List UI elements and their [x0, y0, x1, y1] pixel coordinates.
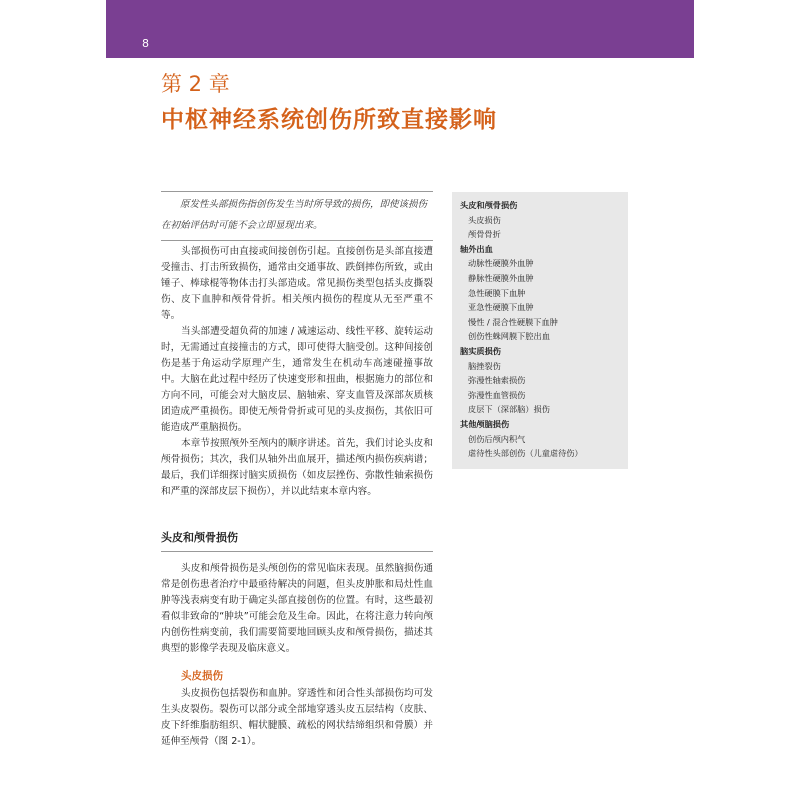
- section-paragraph: 头皮和颅骨损伤是头颅创伤的常见临床表现。虽然脑损伤通常是创伤患者治疗中最亟待解决的问题，但头皮肿胀和局灶性血肿等浅表病变有助于确定头部直接创伤的位置。有时，这些最初看似非致命的“肿块”可能会危及生命。因此，在将注意力转向颅内创伤性病变前，我们需要简要地回顾头皮和颅骨损伤，描述其典型的影像学表现及临床意义。: [161, 563, 433, 654]
- abstract-text: 原发性头部损伤指创伤发生当时所导致的损伤，即使该损伤在初始评估时可能不会立即显现出来。: [161, 199, 428, 231]
- outline-item: 弥漫性轴索损伤: [468, 375, 526, 386]
- subsection-heading: 头皮损伤: [181, 670, 223, 682]
- outline-item: 脑挫裂伤: [468, 360, 501, 371]
- outline-group: 脑实质损伤: [460, 345, 501, 356]
- outline-item: 弥漫性血管损伤: [468, 389, 526, 400]
- page-number: 8: [142, 37, 149, 50]
- outline-list: [452, 192, 628, 461]
- intro-paragraph: 头部损伤可由直接或间接创伤引起。直接创伤是头部直接遭受撞击、打击所致损伤，通常由交通事故、跌倒摔伤所致，或由锤子、棒球棍等物体击打头部造成。常见损伤类型包括头皮撕裂伤、皮下血肿和颅骨骨折。相关颅内损伤的程度从无至严重不等。: [161, 246, 433, 321]
- outline-item: 创伤性蛛网膜下腔出血: [468, 331, 550, 342]
- outline-group: 轴外出血: [460, 243, 493, 254]
- chapter-label: 第 2 章: [161, 72, 230, 96]
- chapter-title: 中枢神经系统创伤所致直接影响: [161, 107, 497, 133]
- intro-block: [161, 244, 433, 500]
- outline-item: 创伤后颅内积气: [468, 433, 526, 444]
- abstract-box: [161, 191, 433, 241]
- header-bar: [106, 0, 694, 58]
- outline-item: 皮层下（深部脑）损伤: [468, 404, 550, 415]
- subsection-block: [161, 686, 433, 750]
- outline-item: 急性硬膜下血肿: [468, 287, 526, 298]
- chapter-outline-sidebar: [452, 192, 628, 469]
- outline-item: 亚急性硬膜下血肿: [468, 302, 534, 313]
- outline-item: 颅骨骨折: [468, 229, 501, 240]
- outline-item: 静脉性硬膜外血肿: [468, 272, 534, 283]
- outline-item: 慢性 / 混合性硬膜下血肿: [468, 316, 558, 327]
- outline-item: 头皮损伤: [468, 214, 501, 225]
- section-block: [161, 561, 433, 657]
- intro-paragraph: 本章节按照颅外至颅内的顺序讲述。首先，我们讨论头皮和颅骨损伤；其次，我们从轴外出血展开，描述颅内损伤疾病谱；最后，我们详细探讨脑实质损伤（如皮层挫伤、弥散性轴索损伤和严重的深部皮层下损伤），并以此结束本章内容。: [161, 438, 433, 497]
- subsection-paragraph: 头皮损伤包括裂伤和血肿。穿透性和闭合性头部损伤均可发生头皮裂伤。裂伤可以部分或全部地穿透头皮五层结构（皮肤、皮下纤维脂肪组织、帽状腱膜、疏松的网状结缔组织和骨膜）并延伸至颅骨（图 2-1）。: [161, 688, 433, 747]
- intro-paragraph: 当头部遭受超负荷的加速 / 减速运动、线性平移、旋转运动时，无需通过直接撞击的方式，即可使得大脑受创。这种间接创伤是基于角运动学原理产生，通常发生在机动车高速碰撞事故中。大脑在此过程中经历了快速变形和扭曲，根据施力的部位和方向不同，可能会对大脑皮层、脑轴索、穿支血管及深部灰质核团造成严重损伤。即使无颅骨骨折或可见的头皮损伤，其依旧可能造成严重脑损伤。: [161, 326, 433, 433]
- outline-item: 动脉性硬膜外血肿: [468, 258, 534, 269]
- outline-group: 其他颅脑损伤: [460, 418, 510, 429]
- outline-group: 头皮和颅骨损伤: [460, 200, 518, 210]
- section-heading: 头皮和颅骨损伤: [161, 529, 433, 552]
- outline-item: 虐待性头部创伤（儿童虐待伤）: [468, 448, 583, 459]
